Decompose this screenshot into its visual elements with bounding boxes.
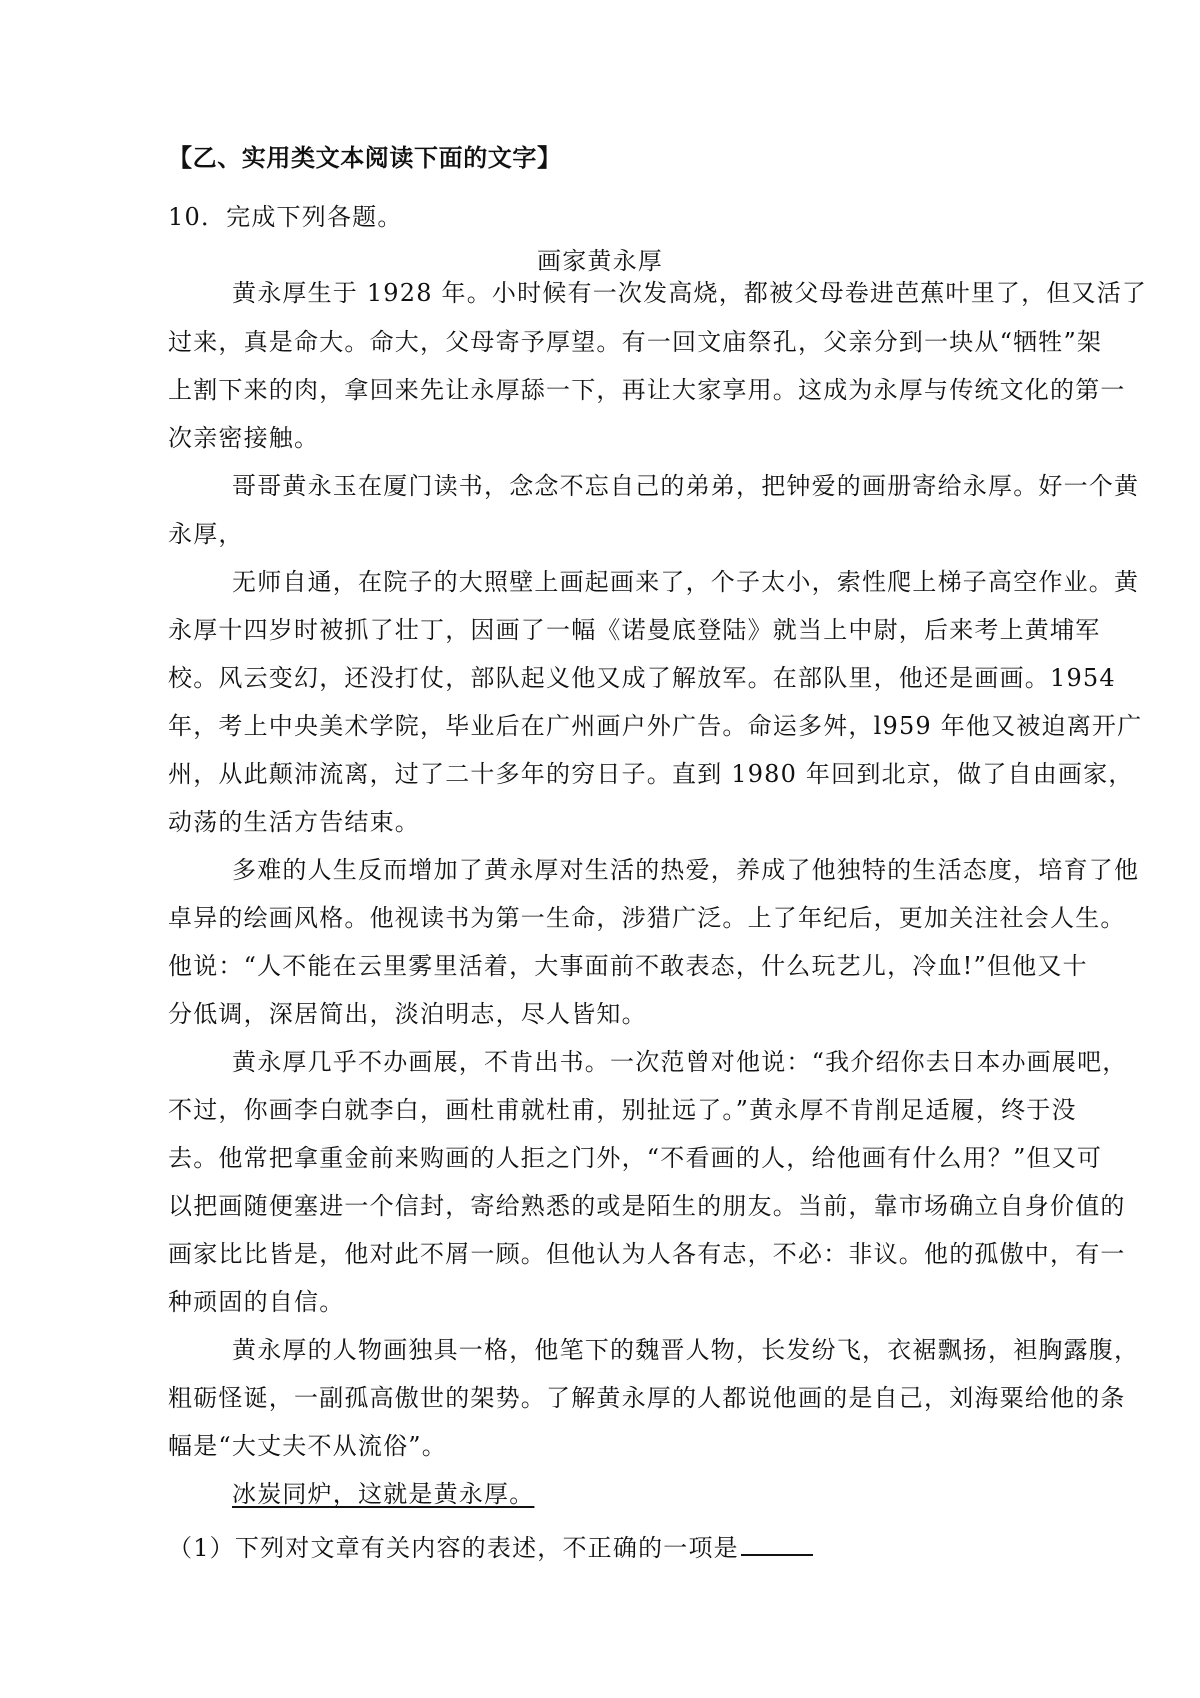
paragraph-line: 多难的人生反而增加了黄永厚对生活的热爱，养成了他独特的生活态度，培育了他: [232, 856, 1140, 884]
paragraph-line: 黄永厚生于 1928 年。小时候有一次发高烧，都被父母卷进芭蕉叶里了，但又活了: [232, 279, 1148, 307]
paragraph-line: 不过，你画李白就李白，画杜甫就杜甫，别扯远了。”黄永厚不肯削足适履，终于没: [168, 1096, 1077, 1124]
paragraph-line: 黄永厚的人物画独具一格，他笔下的魏晋人物，长发纷飞，衣裾飘扬，袒胸露腹，: [232, 1336, 1140, 1364]
section-heading: 【乙、实用类文本阅读下面的文字】: [168, 143, 562, 172]
paragraph-line: 种顽固的自信。: [168, 1288, 345, 1316]
sub-question-1: [168, 1530, 813, 1564]
paragraph-line: 以把画随便塞进一个信封，寄给熟悉的或是陌生的朋友。当前，靠市场确立自身价值的: [168, 1192, 1126, 1220]
article-title: 画家黄永厚: [537, 247, 663, 275]
paragraph-line: 校。风云变幻，还没打仗，部队起义他又成了解放军。在部队里，他还是画画。1954: [168, 664, 1116, 692]
paragraph-line: 永厚十四岁时被抓了壮丁，因画了一幅《诺曼底登陆》就当上中尉，后来考上黄埔军: [168, 616, 1101, 644]
paragraph-line: 去。他常把拿重金前来购画的人拒之门外，“不看画的人，给他画有什么用？”但又可: [168, 1144, 1103, 1172]
paragraph-line: 他说：“人不能在云里雾里活着，大事面前不敢表态，什么玩艺儿，冷血!”但他又十: [168, 952, 1088, 980]
paragraph-line: 画家比比皆是，他对此不屑一顾。但他认为人各有志，不必：非议。他的孤傲中，有一: [168, 1240, 1126, 1268]
concluding-sentence: 冰炭同炉，这就是黄永厚。: [232, 1480, 535, 1508]
paragraph-line: 年，考上中央美术学院，毕业后在广州画户外广告。命运多舛，l959 年他又被迫离开广: [168, 712, 1143, 740]
paragraph-line: 永厚，: [168, 520, 244, 548]
question-intro: 10．完成下列各题。: [168, 203, 403, 231]
paragraph-line: 动荡的生活方告结束。: [168, 808, 420, 836]
answer-blank[interactable]: [741, 1530, 813, 1556]
paragraph-line: 粗砺怪诞，一副孤高傲世的架势。了解黄永厚的人都说他画的是自己，刘海粟给他的条: [168, 1384, 1126, 1412]
paragraph-line: 幅是“大丈夫不从流俗”。: [168, 1432, 447, 1460]
paragraph-line: 黄永厚几乎不办画展，不肯出书。一次范曾对他说：“我介绍你去日本办画展吧，: [232, 1048, 1128, 1076]
paragraph-line: 哥哥黄永玉在厦门读书，念念不忘自己的弟弟，把钟爱的画册寄给永厚。好一个黄: [232, 472, 1140, 500]
sub-question-text: （1）下列对文章有关内容的表述，不正确的一项是: [168, 1534, 739, 1562]
paragraph-line: 分低调，深居简出，淡泊明志，尽人皆知。: [168, 1000, 647, 1028]
paragraph-line: 过来，真是命大。命大，父母寄予厚望。有一回文庙祭孔，父亲分到一块从“牺牲”架: [168, 328, 1103, 356]
paragraph-line: 次亲密接触。: [168, 424, 320, 452]
paragraph-line: 州，从此颠沛流离，过了二十多年的穷日子。直到 1980 年回到北京，做了自由画家，: [168, 760, 1134, 788]
paragraph-line: 卓异的绘画风格。他视读书为第一生命，涉猎广泛。上了年纪后，更加关注社会人生。: [168, 904, 1126, 932]
paragraph-line: 无师自通，在院子的大照壁上画起画来了，个子太小，索性爬上梯子高空作业。黄: [232, 568, 1140, 596]
paragraph-line: 上割下来的肉，拿回来先让永厚舔一下，再让大家享用。这成为永厚与传统文化的第一: [168, 376, 1126, 404]
